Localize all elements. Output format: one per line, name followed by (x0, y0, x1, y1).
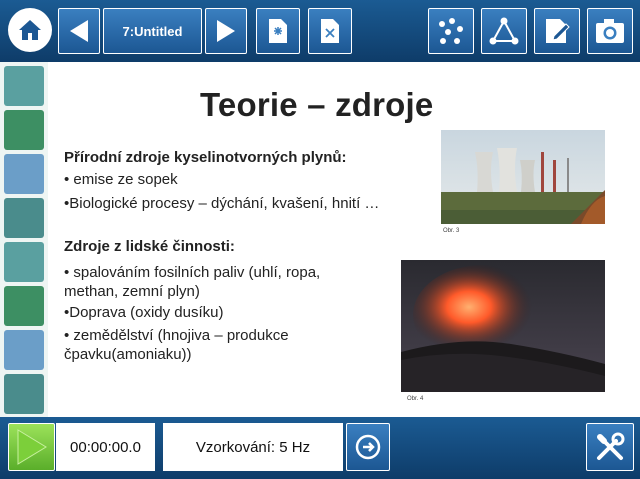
list-item: •Biologické procesy – dýchání, kvašení, hnití … (64, 195, 380, 212)
new-page-button[interactable] (256, 8, 300, 54)
logo-icon (4, 154, 44, 194)
palm-icon (4, 110, 44, 150)
file-title-button[interactable] (103, 8, 202, 54)
sampling-rate-button[interactable] (163, 423, 343, 471)
home-button[interactable] (8, 8, 52, 52)
palm-icon (4, 286, 44, 326)
timer-button[interactable] (346, 423, 390, 471)
list-item: methan, zemní plyn) (64, 283, 200, 300)
decorative-side-strip (0, 62, 48, 417)
natural-sources-heading: Přírodní zdroje kyselinotvorných plynů: (64, 149, 347, 166)
slide-canvas (0, 62, 640, 417)
logo-icon (4, 330, 44, 370)
list-item: •Doprava (oxidy dusíku) (64, 304, 224, 321)
logo-icon (4, 242, 44, 282)
home-icon (18, 19, 42, 41)
play-icon (15, 428, 49, 466)
scatter-icon (436, 16, 466, 46)
list-item: čpavku(amoniaku)) (64, 346, 192, 363)
caption-figure-3: Obr. 3 (443, 228, 460, 234)
top-toolbar (0, 0, 640, 62)
next-page-button[interactable] (205, 8, 247, 54)
play-button[interactable] (8, 423, 55, 471)
volcano-photo (401, 260, 605, 392)
bottom-toolbar (0, 417, 640, 479)
elapsed-time-display (56, 423, 155, 471)
human-sources-heading: Zdroje z lidské činnosti: (64, 238, 235, 255)
logo-icon (4, 198, 44, 238)
previous-page-button[interactable] (58, 8, 100, 54)
arrow-left-icon (68, 18, 90, 44)
elapsed-time: 00:00:00.0 (70, 438, 141, 456)
tools-icon (594, 431, 626, 463)
scatter-view-button[interactable] (428, 8, 474, 54)
clock-arrow-icon (353, 432, 383, 462)
power-plant-photo (441, 130, 605, 224)
settings-button[interactable] (586, 423, 634, 471)
logo-icon (4, 66, 44, 106)
new-page-icon (267, 18, 289, 44)
list-item: • emise ze sopek (64, 171, 178, 188)
slide-title: Teorie – zdroje (200, 86, 434, 123)
file-title: 7:Untitled (122, 23, 183, 39)
edit-icon (542, 16, 572, 46)
logo-icon (4, 374, 44, 414)
close-icon (319, 18, 341, 44)
annotate-button[interactable] (534, 8, 580, 54)
arrow-right-icon (215, 18, 237, 44)
sampling-rate-label: Vzorkování: 5 Hz (195, 438, 311, 456)
camera-icon (594, 17, 626, 45)
caption-figure-4: Obr. 4 (407, 396, 424, 402)
list-item: • spalováním fosilních paliv (uhlí, ropa, (64, 264, 321, 281)
delete-page-button[interactable] (308, 8, 352, 54)
graph-view-button[interactable] (481, 8, 527, 54)
list-item: • zemědělství (hnojiva – produkce (64, 327, 289, 344)
camera-button[interactable] (587, 8, 633, 54)
triangle-graph-icon (489, 16, 519, 46)
